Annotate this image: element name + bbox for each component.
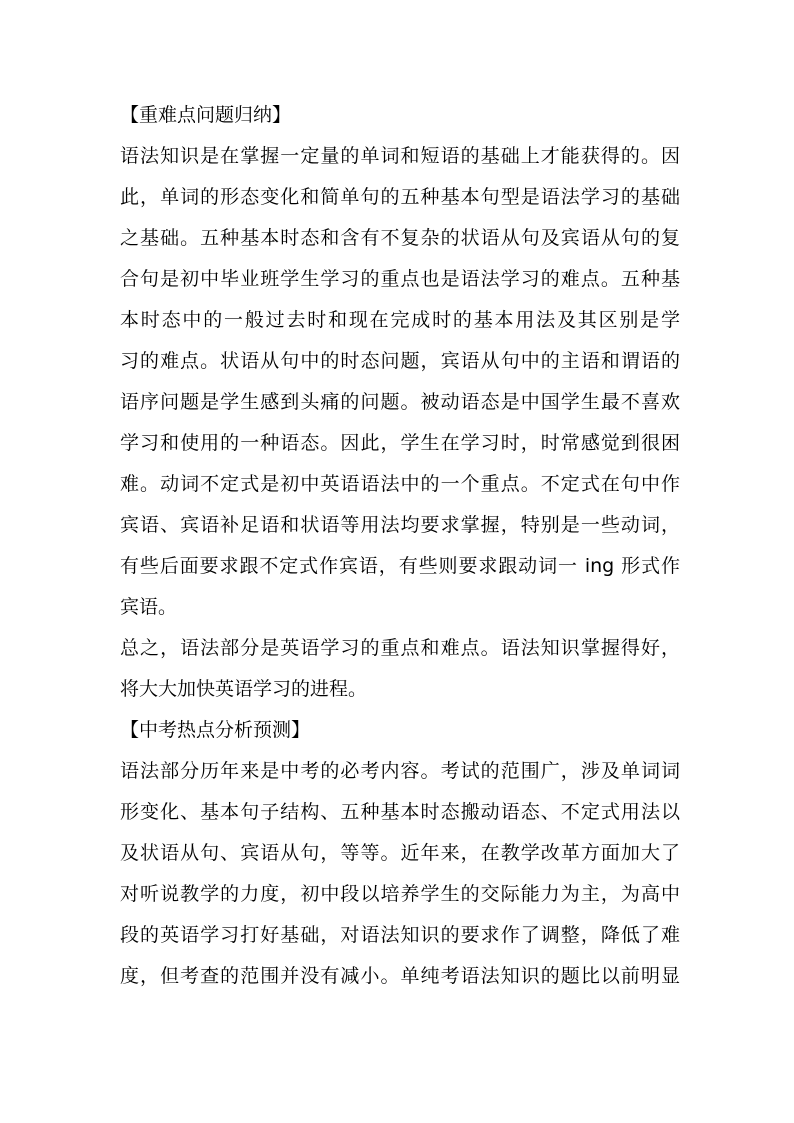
paragraph-line: 有些后面要求跟不定式作宾语，有些则要求跟动词一 ing 形式作 [120, 555, 680, 577]
paragraph-line: 语序问题是学生感到头痛的问题。被动语态是中国学生最不喜欢 [120, 391, 680, 413]
paragraph-line: 之基础。五种基本时态和含有不复杂的状语从句及宾语从句的复 [120, 227, 680, 249]
paragraph-line: 习的难点。状语从句中的时态问题，宾语从句中的主语和谓语的 [120, 350, 680, 372]
paragraph-line: 语法知识是在掌握一定量的单词和短语的基础上才能获得的。因 [120, 145, 680, 167]
paragraph-line: 学习和使用的一种语态。因此，学生在学习时，时常感觉到很困 [120, 432, 680, 454]
paragraph-line: 宾语。 [120, 596, 178, 618]
paragraph-line: 形变化、基本句子结构、五种基本时态搬动语态、不定式用法以 [120, 801, 680, 823]
paragraph-line: 段的英语学习打好基础，对语法知识的要求作了调整，降低了难 [120, 924, 680, 946]
paragraph-line: 语法部分历年来是中考的必考内容。考试的范围广，涉及单词词 [120, 760, 680, 782]
paragraph-line: 将大大加快英语学习的进程。 [120, 678, 368, 700]
paragraph-line: 对听说教学的力度，初中段以培养学生的交际能力为主，为高中 [120, 883, 680, 905]
paragraph-line: 难。动词不定式是初中英语语法中的一个重点。不定式在句中作 [120, 473, 680, 495]
paragraph-line: 及状语从句、宾语从句，等等。近年来，在教学改革方面加大了 [120, 842, 680, 864]
section-heading-key-points: 【重难点问题归纳】 [120, 104, 292, 126]
paragraph-line: 总之，语法部分是英语学习的重点和难点。语法知识掌握得好， [120, 637, 680, 659]
paragraph-line: 合句是初中毕业班学生学习的重点也是语法学习的难点。五种基 [120, 268, 680, 290]
paragraph-line: 此，单词的形态变化和简单句的五种基本句型是语法学习的基础 [120, 186, 680, 208]
paragraph-line: 度，但考查的范围并没有减小。单纯考语法知识的题比以前明显 [120, 965, 680, 987]
paragraph-line: 本时态中的一般过去时和现在完成时的基本用法及其区别是学 [120, 309, 680, 331]
paragraph-line: 宾语、宾语补足语和状语等用法均要求掌握，特别是一些动词， [120, 514, 680, 536]
section-heading-exam-forecast: 【中考热点分析预测】 [120, 719, 311, 741]
